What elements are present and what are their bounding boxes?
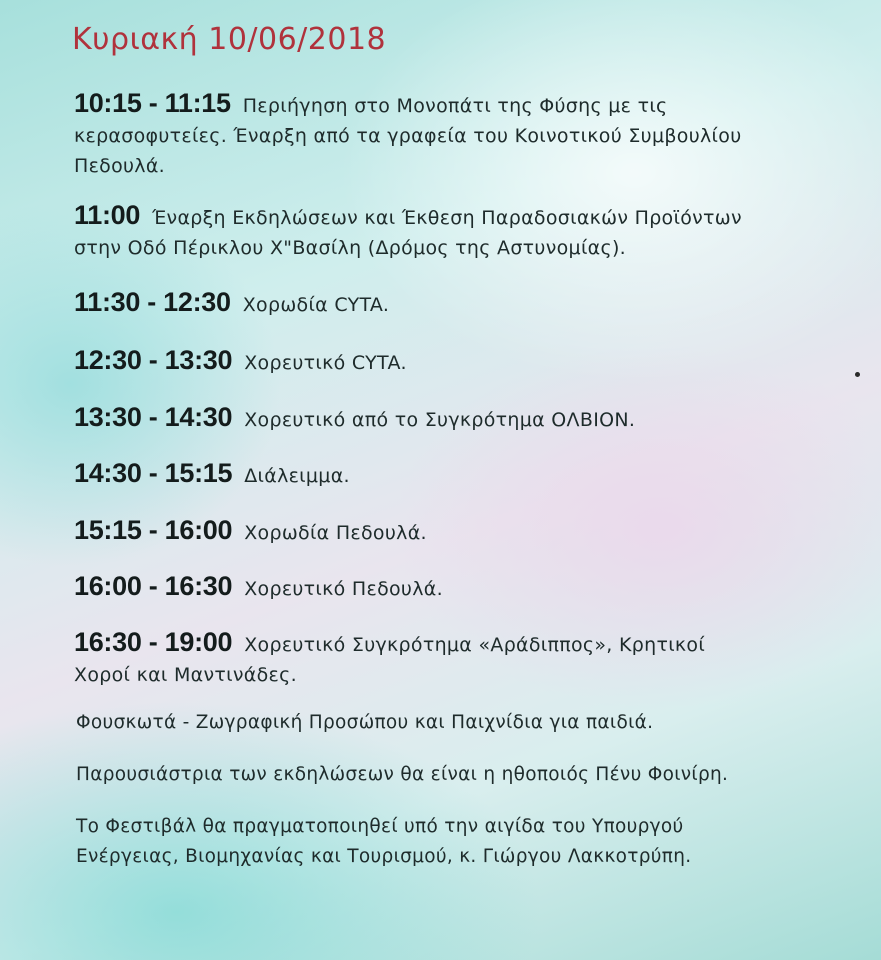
note-paragraph — [76, 812, 846, 872]
entry-description: Χορωδία Πεδουλά. — [244, 522, 427, 544]
entry-time: 11:00 — [74, 200, 141, 230]
entry-description: Χορευτικό CYTA. — [244, 352, 407, 374]
entry-time: 16:00 - 16:30 — [74, 571, 233, 601]
schedule-entry — [74, 515, 844, 548]
note-line: Φουσκωτά - Ζωγραφική Προσώπου και Παιχνίδια για παιδιά. — [76, 712, 654, 733]
schedule-entry — [74, 571, 844, 604]
entry-description: Πεδουλά. — [74, 155, 166, 177]
entry-description: Περιήγηση στο Μονοπάτι της Φύσης με τις — [242, 95, 668, 117]
schedule-entry — [74, 88, 844, 181]
entry-description: Χορωδία CYTA. — [242, 294, 390, 316]
page-title: Κυριακή 10/06/2018 — [72, 22, 387, 57]
entry-time: 12:30 - 13:30 — [74, 345, 233, 375]
schedule-entry — [74, 402, 844, 435]
entry-time: 10:15 - 11:15 — [74, 88, 231, 118]
entry-time: 11:30 - 12:30 — [74, 287, 231, 317]
entry-description: κερασοφυτείες. Έναρξη από τα γραφεία του Κοινοτικού Συμβουλίου — [74, 125, 742, 147]
note-line: Παρουσιάστρια των εκδηλώσεων θα είναι η ηθοποιός Πένυ Φοινίρη. — [76, 764, 729, 785]
schedule-entry — [74, 200, 844, 263]
note-line: Ενέργειας, Βιομηχανίας και Τουρισμού, κ. Γιώργου Λακκοτρύπη. — [76, 846, 692, 867]
entry-description: στην Οδό Πέρικλου Χ"Βασίλη (Δρόμος της Αστυνομίας). — [74, 237, 627, 259]
note-paragraph — [76, 760, 846, 790]
note-paragraph — [76, 708, 846, 738]
entry-description: Χορευτικό Πεδουλά. — [244, 578, 443, 600]
entry-description: Χορευτικό από το Συγκρότημα ΟΛΒΙΟΝ. — [244, 409, 636, 431]
entry-description: Διάλειμμα. — [244, 465, 350, 487]
entry-time: 16:30 - 19:00 — [74, 627, 233, 657]
schedule-entry — [74, 287, 844, 320]
entry-time: 13:30 - 14:30 — [74, 402, 233, 432]
ink-speck — [855, 372, 860, 377]
entry-time: 14:30 - 15:15 — [74, 458, 233, 488]
entry-description: Χοροί και Μαντινάδες. — [74, 664, 297, 686]
schedule-entry — [74, 458, 844, 491]
schedule-entry — [74, 627, 844, 690]
note-line: Το Φεστιβάλ θα πραγματοποιηθεί υπό την αιγίδα του Υπουργού — [76, 816, 684, 837]
schedule-entry — [74, 345, 844, 378]
entry-time: 15:15 - 16:00 — [74, 515, 233, 545]
entry-description: Έναρξη Εκδηλώσεων και Έκθεση Παραδοσιακών Προϊόντων — [152, 207, 742, 229]
entry-description: Χορευτικό Συγκρότημα «Αράδιππος», Κρητικοί — [244, 634, 706, 656]
